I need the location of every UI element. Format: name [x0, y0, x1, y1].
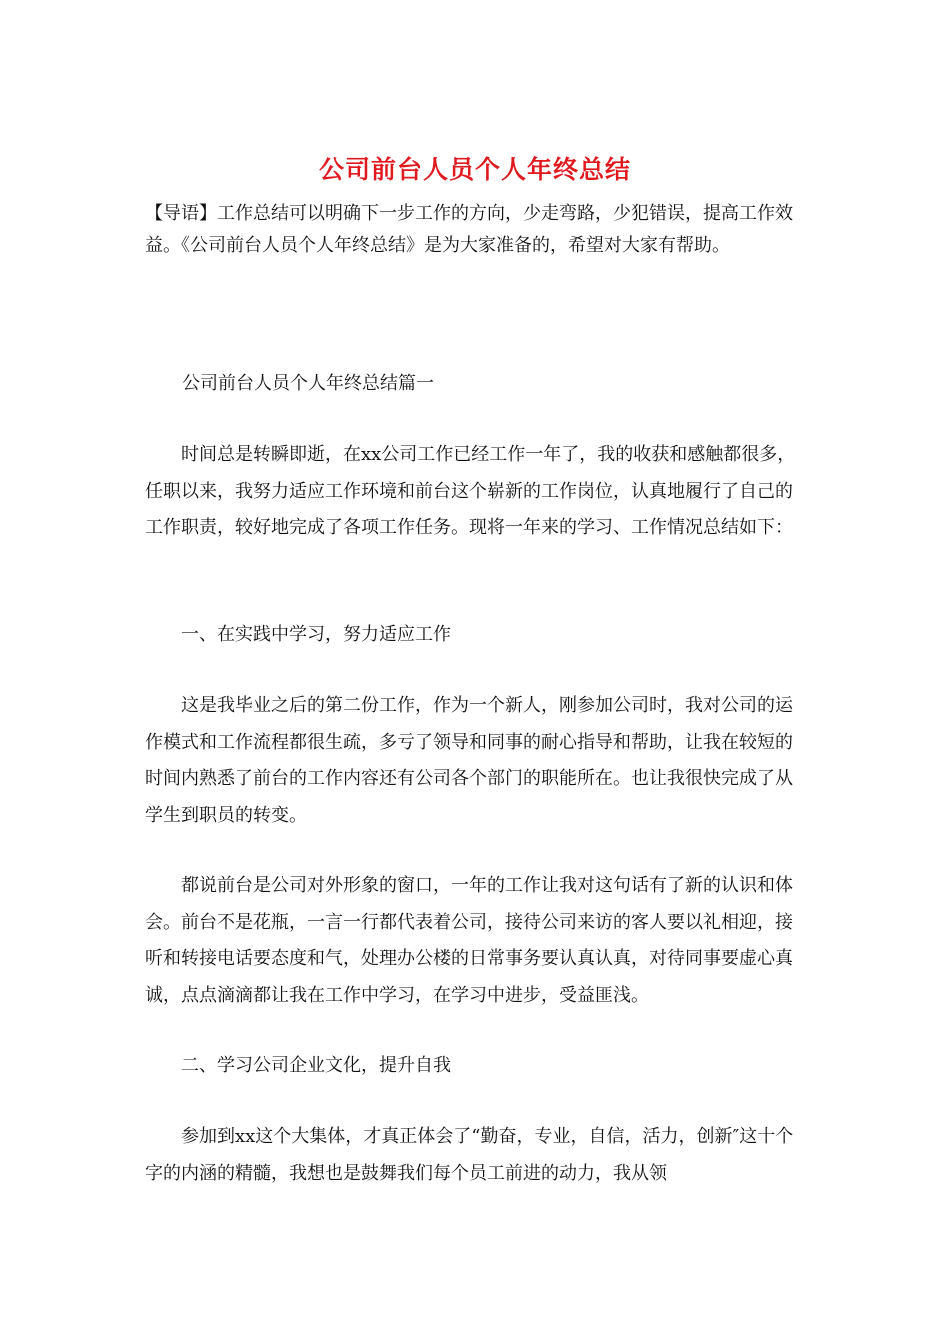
paragraph-3: 都说前台是公司对外形象的窗口，一年的工作让我对这句话有了新的认识和体会。前台不是花瓶，一言一行都代表着公司，接待公司来访的客人要以礼相迎，接听和转接电话要态度和气，处理办公楼的日常事务要认真认真，对待同事要虚心真诚，点点滴滴都让我在工作中学习，在学习中进步，受益匪浅。	[145, 875, 793, 1006]
paragraph-1: 时间总是转瞬即逝，在xx公司工作已经工作一年了，我的收获和感触都很多，任职以来，我努力适应工作环境和前台这个崭新的工作岗位，认真地履行了自己的工作职责，较好地完成了各项工作任务。现将一年来的学习、工作情况总结如下：	[145, 444, 796, 538]
intro-paragraph: 【导语】工作总结可以明确下一步工作的方向，少走弯路，少犯错误，提高工作效益。《公司前台人员个人年终总结》是为大家准备的，希望对大家有帮助。	[145, 203, 793, 256]
section-title: 公司前台人员个人年终总结篇一	[182, 373, 434, 394]
paragraph-4: 参加到xx这个大集体，才真正体会了“勤奋，专业，自信，活力，创新″这十个字的内涵的精髓，我想也是鼓舞我们每个员工前进的动力，我从领	[145, 1126, 794, 1184]
paragraph-2: 这是我毕业之后的第二份工作，作为一个新人，刚参加公司时，我对公司的运作模式和工作流程都很生疏，多亏了领导和同事的耐心指导和帮助，让我在较短的时间内熟悉了前台的工作内容还有公司各个部门的职能所在。也让我很快完成了从学生到职员的转变。	[145, 695, 793, 826]
subheading-1: 一、在实践中学习，努力适应工作	[181, 624, 451, 645]
subheading-2: 二、学习公司企业文化，提升自我	[181, 1055, 451, 1076]
document-title: 公司前台人员个人年终总结	[318, 155, 631, 184]
